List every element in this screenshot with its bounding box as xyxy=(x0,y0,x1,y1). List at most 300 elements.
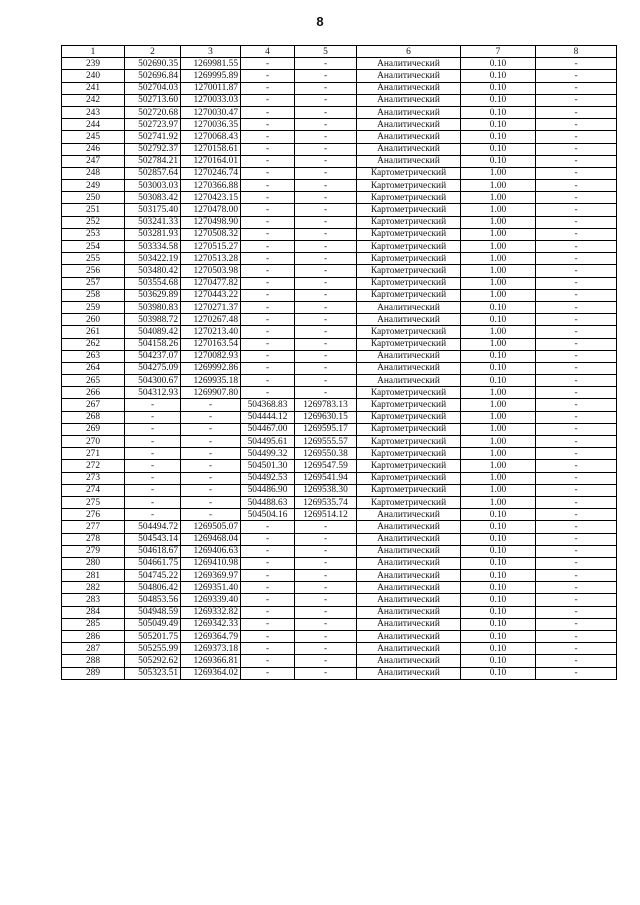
table-row xyxy=(62,131,617,143)
cell-method: Аналитический xyxy=(357,350,461,362)
cell-point-number: 251 xyxy=(62,204,125,216)
cell-x-existing: 503003.03 xyxy=(125,180,181,192)
table-row xyxy=(62,655,617,667)
cell-point-number: 246 xyxy=(62,143,125,155)
table-row xyxy=(62,509,617,521)
cell-method: Картометрический xyxy=(357,496,461,508)
cell-note: - xyxy=(536,94,617,106)
cell-x-new: - xyxy=(241,557,295,569)
cell-y-existing: 1269410.98 xyxy=(181,557,241,569)
cell-method: Картометрический xyxy=(357,411,461,423)
cell-method: Картометрический xyxy=(357,399,461,411)
cell-method: Аналитический xyxy=(357,106,461,118)
table-row xyxy=(62,167,617,179)
cell-method: Картометрический xyxy=(357,448,461,460)
cell-y-new: - xyxy=(295,106,357,118)
cell-x-existing: - xyxy=(125,399,181,411)
cell-x-existing: - xyxy=(125,460,181,472)
cell-point-number: 263 xyxy=(62,350,125,362)
cell-y-existing: 1270477.82 xyxy=(181,277,241,289)
cell-accuracy: 0.10 xyxy=(461,557,536,569)
cell-method: Картометрический xyxy=(357,167,461,179)
cell-y-new: - xyxy=(295,606,357,618)
cell-accuracy: 0.10 xyxy=(461,301,536,313)
cell-accuracy: 0.10 xyxy=(461,667,536,679)
cell-x-new: - xyxy=(241,192,295,204)
cell-y-new: - xyxy=(295,643,357,655)
cell-y-new: - xyxy=(295,350,357,362)
cell-x-new: - xyxy=(241,289,295,301)
table-row xyxy=(62,618,617,630)
cell-y-new: 1269514.12 xyxy=(295,509,357,521)
cell-y-existing: 1270366.88 xyxy=(181,180,241,192)
cell-point-number: 276 xyxy=(62,509,125,521)
cell-y-new: - xyxy=(295,618,357,630)
cell-method: Картометрический xyxy=(357,228,461,240)
cell-note: - xyxy=(536,582,617,594)
cell-accuracy: 0.10 xyxy=(461,618,536,630)
cell-y-existing: 1269364.79 xyxy=(181,631,241,643)
table-row xyxy=(62,192,617,204)
table-row xyxy=(62,94,617,106)
cell-method: Аналитический xyxy=(357,509,461,521)
cell-note: - xyxy=(536,533,617,545)
cell-y-new: 1269547.59 xyxy=(295,460,357,472)
cell-accuracy: 1.00 xyxy=(461,204,536,216)
cell-x-new: 504467.00 xyxy=(241,423,295,435)
cell-x-new: - xyxy=(241,545,295,557)
cell-point-number: 255 xyxy=(62,253,125,265)
cell-y-existing: 1269351.40 xyxy=(181,582,241,594)
cell-x-new: - xyxy=(241,582,295,594)
cell-y-existing: 1270478.00 xyxy=(181,204,241,216)
table-row xyxy=(62,484,617,496)
cell-point-number: 247 xyxy=(62,155,125,167)
cell-accuracy: 0.10 xyxy=(461,533,536,545)
table-row xyxy=(62,582,617,594)
cell-y-existing: - xyxy=(181,411,241,423)
cell-method: Аналитический xyxy=(357,70,461,82)
cell-x-existing: 504158.26 xyxy=(125,338,181,350)
cell-y-new: - xyxy=(295,582,357,594)
cell-x-new: - xyxy=(241,667,295,679)
cell-x-new: - xyxy=(241,314,295,326)
cell-note: - xyxy=(536,472,617,484)
cell-accuracy: 1.00 xyxy=(461,411,536,423)
cell-y-new: - xyxy=(295,314,357,326)
cell-y-existing: 1270498.90 xyxy=(181,216,241,228)
cell-y-existing: 1270513.28 xyxy=(181,253,241,265)
cell-x-existing: 503629.89 xyxy=(125,289,181,301)
cell-method: Аналитический xyxy=(357,375,461,387)
cell-y-existing: 1270033.03 xyxy=(181,94,241,106)
cell-point-number: 242 xyxy=(62,94,125,106)
cell-y-new: - xyxy=(295,570,357,582)
cell-x-existing: 503281.93 xyxy=(125,228,181,240)
cell-point-number: 248 xyxy=(62,167,125,179)
cell-accuracy: 1.00 xyxy=(461,241,536,253)
page-number: 8 xyxy=(316,14,324,29)
cell-y-new: - xyxy=(295,533,357,545)
cell-y-new: - xyxy=(295,326,357,338)
cell-note: - xyxy=(536,509,617,521)
table-row xyxy=(62,643,617,655)
cell-point-number: 245 xyxy=(62,131,125,143)
table-row xyxy=(62,411,617,423)
cell-x-new: - xyxy=(241,387,295,399)
column-header-1: 1 xyxy=(62,46,125,58)
table-row xyxy=(62,496,617,508)
cell-x-existing: - xyxy=(125,509,181,521)
cell-note: - xyxy=(536,301,617,313)
cell-y-new: - xyxy=(295,228,357,240)
cell-y-new: - xyxy=(295,265,357,277)
cell-x-new: - xyxy=(241,228,295,240)
cell-note: - xyxy=(536,643,617,655)
cell-point-number: 244 xyxy=(62,119,125,131)
cell-accuracy: 1.00 xyxy=(461,167,536,179)
cell-note: - xyxy=(536,167,617,179)
cell-accuracy: 1.00 xyxy=(461,277,536,289)
cell-y-new: - xyxy=(295,338,357,350)
cell-x-existing: 504275.09 xyxy=(125,362,181,374)
cell-x-existing: 505201.75 xyxy=(125,631,181,643)
cell-point-number: 273 xyxy=(62,472,125,484)
cell-point-number: 278 xyxy=(62,533,125,545)
table-row xyxy=(62,155,617,167)
cell-x-existing: - xyxy=(125,472,181,484)
cell-y-existing: - xyxy=(181,399,241,411)
cell-x-new: - xyxy=(241,70,295,82)
cell-method: Аналитический xyxy=(357,545,461,557)
cell-point-number: 261 xyxy=(62,326,125,338)
cell-method: Аналитический xyxy=(357,594,461,606)
cell-y-existing: 1269364.02 xyxy=(181,667,241,679)
cell-note: - xyxy=(536,496,617,508)
cell-accuracy: 0.10 xyxy=(461,606,536,618)
table-row xyxy=(62,362,617,374)
cell-y-new: - xyxy=(295,655,357,667)
cell-method: Аналитический xyxy=(357,143,461,155)
cell-accuracy: 1.00 xyxy=(461,338,536,350)
cell-note: - xyxy=(536,314,617,326)
table-row xyxy=(62,301,617,313)
cell-accuracy: 0.10 xyxy=(461,545,536,557)
cell-accuracy: 0.10 xyxy=(461,119,536,131)
cell-method: Аналитический xyxy=(357,667,461,679)
column-header-5: 5 xyxy=(295,46,357,58)
table-row xyxy=(62,436,617,448)
cell-x-new: - xyxy=(241,155,295,167)
table-row xyxy=(62,399,617,411)
cell-accuracy: 1.00 xyxy=(461,265,536,277)
cell-x-new: - xyxy=(241,131,295,143)
cell-x-existing: 504948.59 xyxy=(125,606,181,618)
cell-method: Аналитический xyxy=(357,643,461,655)
column-header-7: 7 xyxy=(461,46,536,58)
cell-method: Аналитический xyxy=(357,58,461,70)
cell-x-new: - xyxy=(241,606,295,618)
cell-note: - xyxy=(536,204,617,216)
cell-y-existing: - xyxy=(181,436,241,448)
cell-x-new: - xyxy=(241,94,295,106)
table-row xyxy=(62,228,617,240)
cell-y-new: - xyxy=(295,594,357,606)
cell-method: Картометрический xyxy=(357,180,461,192)
cell-y-existing: - xyxy=(181,472,241,484)
cell-point-number: 288 xyxy=(62,655,125,667)
cell-method: Картометрический xyxy=(357,265,461,277)
cell-x-existing: 502741.92 xyxy=(125,131,181,143)
cell-point-number: 264 xyxy=(62,362,125,374)
cell-y-new: - xyxy=(295,143,357,155)
cell-point-number: 259 xyxy=(62,301,125,313)
cell-method: Картометрический xyxy=(357,216,461,228)
cell-note: - xyxy=(536,606,617,618)
cell-note: - xyxy=(536,387,617,399)
cell-y-existing: 1269995.89 xyxy=(181,70,241,82)
cell-x-existing: 504806.42 xyxy=(125,582,181,594)
cell-y-existing: - xyxy=(181,460,241,472)
cell-x-existing: 502857.64 xyxy=(125,167,181,179)
cell-x-new: - xyxy=(241,204,295,216)
table-row xyxy=(62,216,617,228)
cell-note: - xyxy=(536,594,617,606)
cell-y-new: - xyxy=(295,301,357,313)
cell-method: Картометрический xyxy=(357,253,461,265)
cell-y-new: - xyxy=(295,58,357,70)
cell-y-new: - xyxy=(295,631,357,643)
cell-y-new: - xyxy=(295,180,357,192)
cell-method: Картометрический xyxy=(357,204,461,216)
cell-x-existing: 505292.62 xyxy=(125,655,181,667)
cell-point-number: 282 xyxy=(62,582,125,594)
cell-y-existing: 1269332.82 xyxy=(181,606,241,618)
cell-y-existing: 1269369.97 xyxy=(181,570,241,582)
cell-note: - xyxy=(536,521,617,533)
cell-point-number: 258 xyxy=(62,289,125,301)
cell-point-number: 280 xyxy=(62,557,125,569)
cell-method: Аналитический xyxy=(357,570,461,582)
cell-x-new: - xyxy=(241,143,295,155)
cell-accuracy: 0.10 xyxy=(461,131,536,143)
table-row xyxy=(62,70,617,82)
cell-method: Картометрический xyxy=(357,277,461,289)
table-row xyxy=(62,119,617,131)
cell-accuracy: 0.10 xyxy=(461,82,536,94)
cell-y-existing: 1269981.55 xyxy=(181,58,241,70)
cell-x-new: - xyxy=(241,326,295,338)
table-row xyxy=(62,350,617,362)
cell-note: - xyxy=(536,155,617,167)
table-row xyxy=(62,326,617,338)
cell-note: - xyxy=(536,545,617,557)
cell-point-number: 253 xyxy=(62,228,125,240)
cell-point-number: 274 xyxy=(62,484,125,496)
cell-x-new: - xyxy=(241,533,295,545)
cell-x-existing: 504853.56 xyxy=(125,594,181,606)
cell-accuracy: 0.10 xyxy=(461,570,536,582)
cell-y-existing: 1270068.43 xyxy=(181,131,241,143)
cell-y-existing: 1270213.40 xyxy=(181,326,241,338)
cell-note: - xyxy=(536,618,617,630)
cell-note: - xyxy=(536,631,617,643)
cell-x-existing: 504300.67 xyxy=(125,375,181,387)
cell-x-existing: 502696.84 xyxy=(125,70,181,82)
cell-accuracy: 0.10 xyxy=(461,362,536,374)
cell-y-new: - xyxy=(295,289,357,301)
cell-point-number: 254 xyxy=(62,241,125,253)
cell-y-new: 1269595.17 xyxy=(295,423,357,435)
cell-x-existing: 504745.22 xyxy=(125,570,181,582)
table-row xyxy=(62,594,617,606)
cell-y-existing: 1269505.07 xyxy=(181,521,241,533)
cell-note: - xyxy=(536,557,617,569)
cell-y-existing: 1270163.54 xyxy=(181,338,241,350)
cell-y-existing: 1270246.74 xyxy=(181,167,241,179)
cell-accuracy: 0.10 xyxy=(461,70,536,82)
table-row xyxy=(62,338,617,350)
cell-note: - xyxy=(536,448,617,460)
cell-y-new: 1269538.30 xyxy=(295,484,357,496)
cell-accuracy: 1.00 xyxy=(461,387,536,399)
cell-x-new: - xyxy=(241,643,295,655)
table-row xyxy=(62,241,617,253)
cell-accuracy: 0.10 xyxy=(461,594,536,606)
cell-x-new: 504495.61 xyxy=(241,436,295,448)
cell-x-existing: 502704.03 xyxy=(125,82,181,94)
cell-note: - xyxy=(536,106,617,118)
cell-y-new: - xyxy=(295,192,357,204)
cell-accuracy: 1.00 xyxy=(461,192,536,204)
cell-point-number: 257 xyxy=(62,277,125,289)
cell-x-existing: 502720.68 xyxy=(125,106,181,118)
cell-x-existing: - xyxy=(125,423,181,435)
cell-y-existing: - xyxy=(181,484,241,496)
cell-y-existing: 1269992.86 xyxy=(181,362,241,374)
cell-y-new: - xyxy=(295,167,357,179)
cell-y-new: - xyxy=(295,557,357,569)
cell-y-existing: 1270423.15 xyxy=(181,192,241,204)
cell-note: - xyxy=(536,143,617,155)
cell-y-existing: 1270082.93 xyxy=(181,350,241,362)
cell-note: - xyxy=(536,253,617,265)
table-row xyxy=(62,180,617,192)
cell-y-new: - xyxy=(295,131,357,143)
cell-y-new: 1269535.74 xyxy=(295,496,357,508)
cell-x-existing: 502713.60 xyxy=(125,94,181,106)
cell-x-existing: 504618.67 xyxy=(125,545,181,557)
cell-note: - xyxy=(536,289,617,301)
cell-y-existing: - xyxy=(181,423,241,435)
cell-y-new: - xyxy=(295,241,357,253)
cell-x-new: - xyxy=(241,265,295,277)
cell-y-new: 1269550.38 xyxy=(295,448,357,460)
cell-accuracy: 0.10 xyxy=(461,375,536,387)
table-row xyxy=(62,570,617,582)
cell-method: Аналитический xyxy=(357,521,461,533)
cell-x-new: - xyxy=(241,618,295,630)
cell-y-new: - xyxy=(295,362,357,374)
cell-note: - xyxy=(536,82,617,94)
cell-note: - xyxy=(536,338,617,350)
cell-note: - xyxy=(536,70,617,82)
cell-accuracy: 0.10 xyxy=(461,631,536,643)
cell-y-existing: - xyxy=(181,448,241,460)
cell-method: Картометрический xyxy=(357,192,461,204)
cell-x-new: - xyxy=(241,82,295,94)
column-header-2: 2 xyxy=(125,46,181,58)
cell-y-new: - xyxy=(295,253,357,265)
cell-point-number: 285 xyxy=(62,618,125,630)
cell-method: Аналитический xyxy=(357,131,461,143)
cell-y-existing: 1270515.27 xyxy=(181,241,241,253)
cell-y-new: 1269783.13 xyxy=(295,399,357,411)
cell-point-number: 268 xyxy=(62,411,125,423)
cell-method: Аналитический xyxy=(357,582,461,594)
coordinates-table xyxy=(61,45,617,680)
cell-x-new: - xyxy=(241,350,295,362)
cell-x-existing: 503554.68 xyxy=(125,277,181,289)
cell-y-existing: 1270443.22 xyxy=(181,289,241,301)
cell-point-number: 286 xyxy=(62,631,125,643)
cell-note: - xyxy=(536,460,617,472)
cell-y-new: 1269555.57 xyxy=(295,436,357,448)
cell-y-existing: - xyxy=(181,496,241,508)
table-row xyxy=(62,277,617,289)
cell-x-existing: 503083.42 xyxy=(125,192,181,204)
cell-y-new: - xyxy=(295,375,357,387)
cell-method: Картометрический xyxy=(357,460,461,472)
table-row xyxy=(62,58,617,70)
cell-note: - xyxy=(536,667,617,679)
cell-point-number: 243 xyxy=(62,106,125,118)
cell-note: - xyxy=(536,131,617,143)
cell-y-existing: 1269339.40 xyxy=(181,594,241,606)
cell-y-new: - xyxy=(295,545,357,557)
cell-accuracy: 0.10 xyxy=(461,155,536,167)
table-row xyxy=(62,387,617,399)
cell-point-number: 260 xyxy=(62,314,125,326)
cell-y-new: - xyxy=(295,387,357,399)
cell-y-existing: 1269342.33 xyxy=(181,618,241,630)
cell-point-number: 271 xyxy=(62,448,125,460)
cell-y-new: - xyxy=(295,667,357,679)
cell-x-existing: 503988.72 xyxy=(125,314,181,326)
cell-method: Аналитический xyxy=(357,301,461,313)
cell-x-existing: 503334.58 xyxy=(125,241,181,253)
cell-point-number: 241 xyxy=(62,82,125,94)
cell-method: Картометрический xyxy=(357,241,461,253)
table-row xyxy=(62,143,617,155)
table-row xyxy=(62,204,617,216)
cell-method: Аналитический xyxy=(357,82,461,94)
cell-method: Аналитический xyxy=(357,362,461,374)
table-row xyxy=(62,631,617,643)
table-row xyxy=(62,82,617,94)
cell-x-existing: 503241.33 xyxy=(125,216,181,228)
cell-x-existing: - xyxy=(125,496,181,508)
cell-point-number: 252 xyxy=(62,216,125,228)
cell-x-existing: 503422.19 xyxy=(125,253,181,265)
cell-x-existing: 504661.75 xyxy=(125,557,181,569)
table-row xyxy=(62,521,617,533)
table-row xyxy=(62,423,617,435)
cell-accuracy: 0.10 xyxy=(461,350,536,362)
cell-method: Картометрический xyxy=(357,484,461,496)
cell-accuracy: 0.10 xyxy=(461,655,536,667)
cell-accuracy: 1.00 xyxy=(461,253,536,265)
